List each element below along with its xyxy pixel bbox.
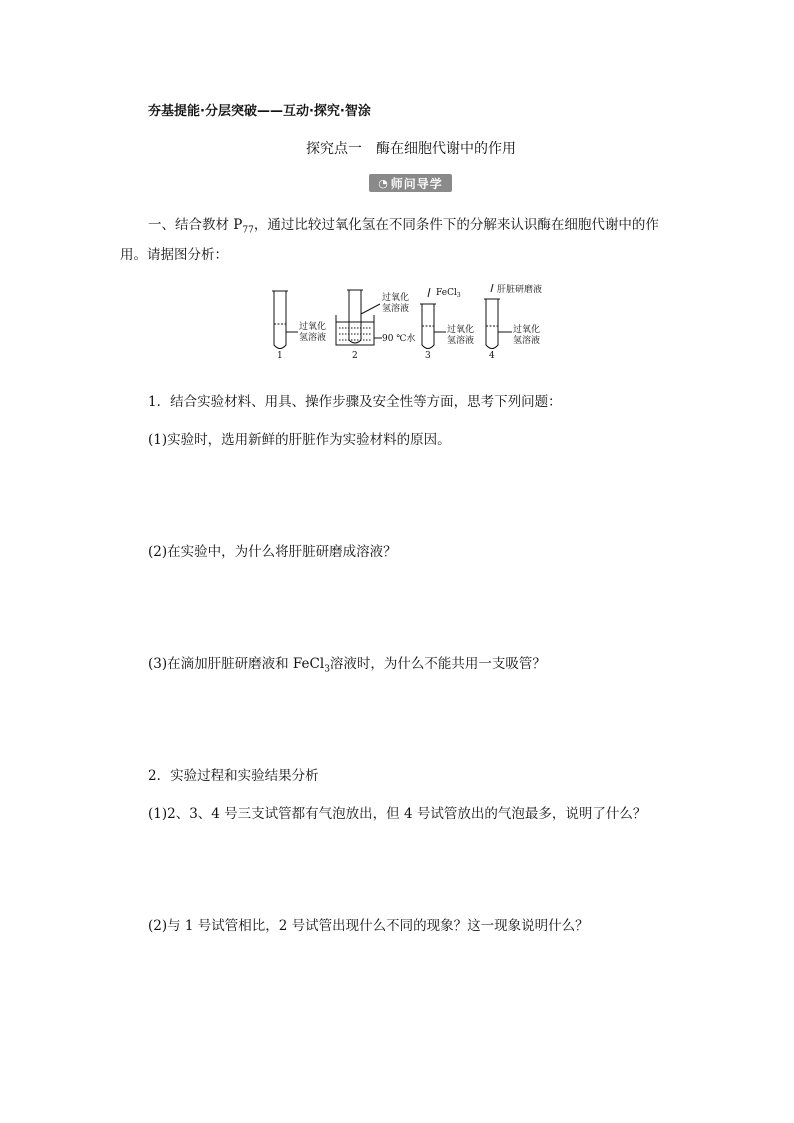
beaker-with-tube-2 (336, 290, 382, 345)
tube-number-4: 4 (489, 351, 495, 361)
tube-number-1: 1 (277, 351, 283, 361)
question-1-3 (148, 652, 546, 675)
badge-label: 师问导学 (390, 176, 443, 191)
tube1-label-line1: 过氧化 (299, 322, 327, 332)
question-2-1: (1)2、3、4 号三支试管都有气泡放出，但 4 号试管放出的气泡最多，说明了什么？ (148, 806, 647, 822)
tube1-label-line2: 氢溶液 (299, 333, 327, 343)
speech-icon: ◔ (378, 176, 389, 190)
question-1-1: (1)实验时，选用新鲜的肝脏作为实验材料的原因。 (148, 432, 451, 448)
tube-number-2: 2 (352, 351, 358, 361)
q1-3-prefix: (3)在滴加肝脏研磨液和 FeCl (148, 656, 325, 672)
intro-rest: ，通过比较过氧化氢在不同条件下的分解来认识酶在细胞代谢中的作用。请据图分析： (120, 217, 659, 263)
topic-title: 探究点一 酶在细胞代谢中的作用 (306, 141, 516, 157)
tube4-reagent: 肝脏研磨液 (497, 285, 543, 295)
question-1-2: (2)在实验中，为什么将肝脏研磨成溶液？ (148, 544, 397, 560)
question-2-title: 2．实验过程和实验结果分析 (148, 768, 319, 784)
question-1-title: 1．结合实验材料、用具、操作步骤及安全性等方面，思考下列问题： (148, 394, 562, 410)
q1-3-sub: 3 (324, 664, 330, 675)
experiment-figure (264, 282, 564, 362)
tube-number-3: 3 (425, 351, 431, 361)
section-heading: 夯基提能·分层突破——互动·探究·智涂 (148, 104, 371, 119)
tube3-reagent: FeCl$_3$ (436, 288, 461, 299)
q1-3-suffix: 溶液时，为什么不能共用一支吸管？ (329, 656, 546, 672)
tube4-label-line2: 氢溶液 (513, 336, 541, 346)
question-2-2: (2)与 1 号试管相比，2 号试管出现什么不同的现象？这一现象说明什么？ (148, 918, 589, 934)
intro-paragraph (120, 213, 682, 267)
tube3-label-line1: 过氧化 (447, 325, 475, 335)
tube3-label-line2: 氢溶液 (447, 336, 475, 346)
tube2-label-line1: 过氧化 (382, 293, 410, 303)
tube4-label-line1: 过氧化 (513, 325, 541, 335)
teacher-guide-badge (369, 174, 452, 192)
water-label: 90 ℃水 (382, 334, 416, 344)
intro-prefix: 一、结合教材 P (148, 217, 243, 233)
intro-page-sub: 77 (242, 225, 254, 236)
test-tube-1 (272, 291, 298, 349)
tube2-label-line2: 氢溶液 (382, 304, 410, 314)
